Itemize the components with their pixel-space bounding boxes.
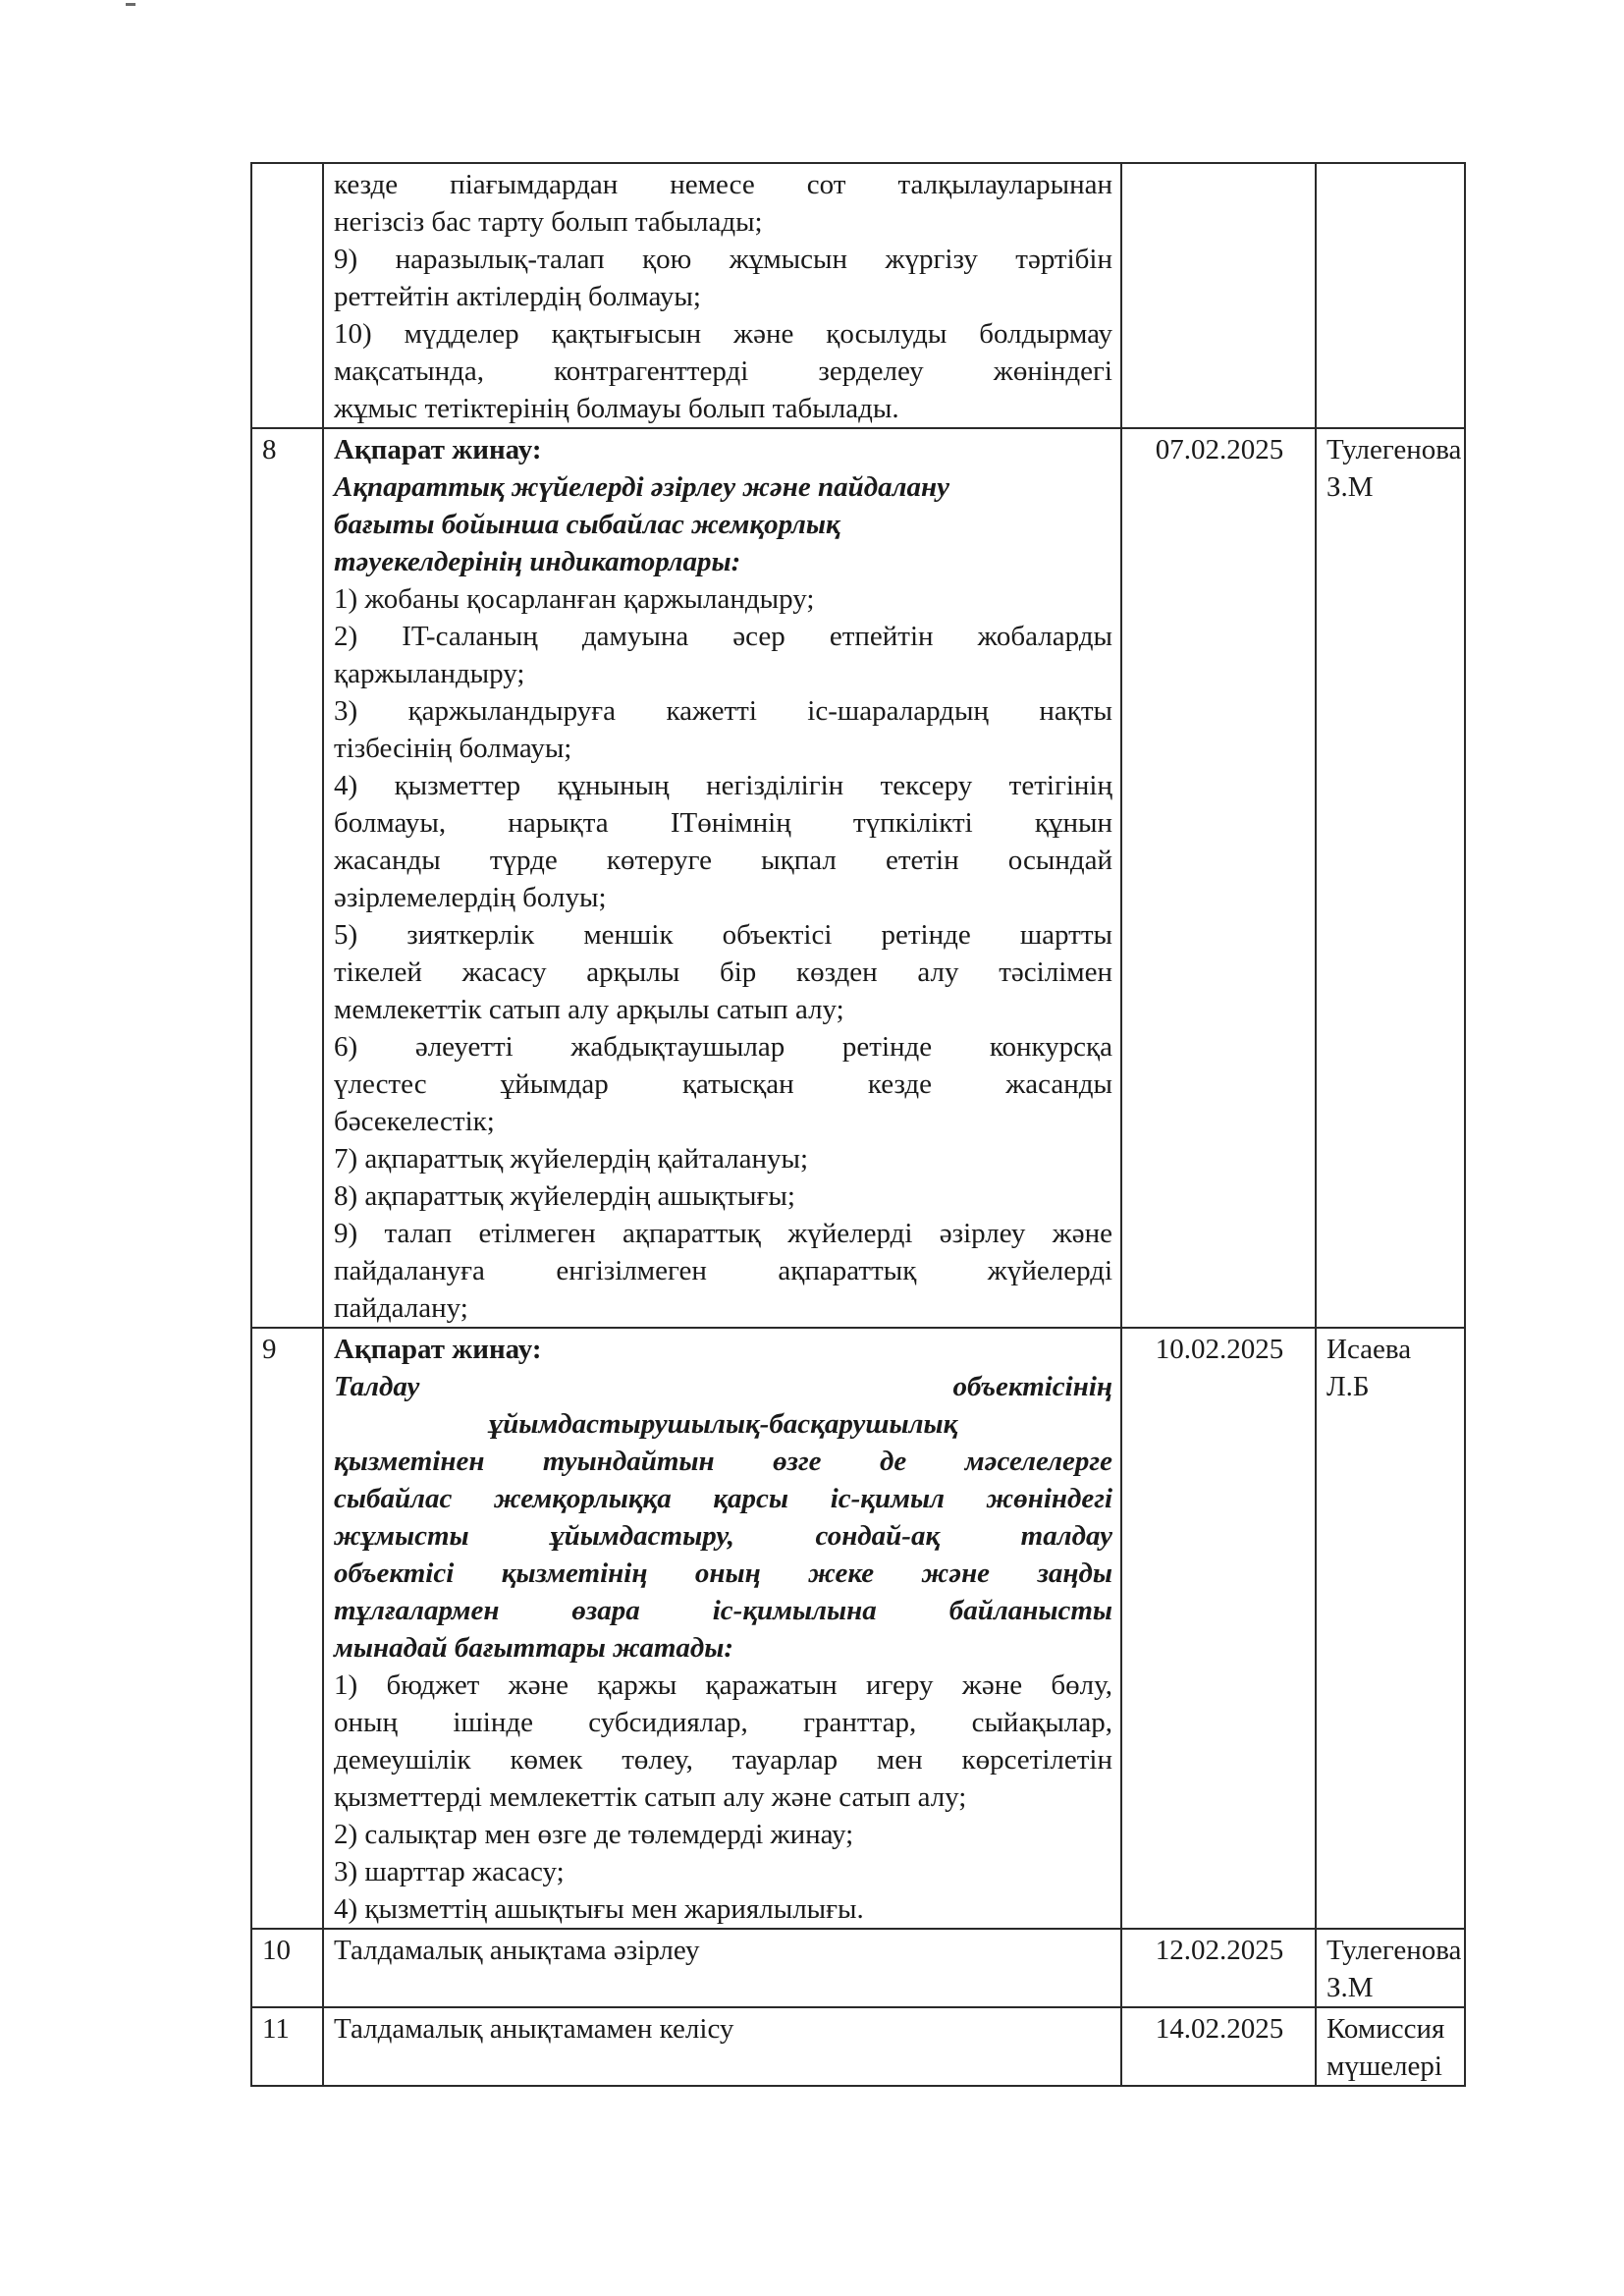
content-line: 5) зияткерлік меншік объектісі ретінде шартты bbox=[334, 919, 1112, 951]
content-line: қызметтерді мемлекеттік сатып алу және сатып алу; bbox=[334, 1781, 967, 1813]
content-line: Талдамалық анықтамамен келісу bbox=[334, 2013, 734, 2045]
content-line: 4) қызметтер құнының негізділігін тексеру тетігінің bbox=[334, 770, 1112, 801]
content-line: негізсіз бас тарту болып табылады; bbox=[334, 206, 763, 238]
row-date: 07.02.2025 bbox=[1121, 428, 1316, 1328]
row-date: 10.02.2025 bbox=[1121, 1328, 1316, 1929]
content-line: 3) шарттар жасасу; bbox=[334, 1856, 565, 1887]
content-line: 6) әлеуетті жабдықтаушылар ретінде конкурсқа bbox=[334, 1031, 1112, 1063]
row-responsible: Тулегенова З.М bbox=[1316, 428, 1465, 1328]
content-line: пайдалану; bbox=[334, 1292, 468, 1324]
content-line: тікелей жасасу арқылы бір көзден алу тәсілімен bbox=[334, 957, 1112, 988]
content-line: 9) наразылық-талап қою жұмысын жүргізу тәртібін bbox=[334, 244, 1112, 275]
row-content bbox=[323, 1328, 1121, 1929]
table-row bbox=[251, 428, 1465, 1328]
section-heading: Ақпарат жинау: bbox=[334, 1334, 542, 1365]
content-line: объектісі қызметінің оның жеке және заңды bbox=[334, 1558, 1112, 1589]
row-content bbox=[323, 163, 1121, 428]
table-row bbox=[251, 1929, 1465, 2007]
content-line: 1) жобаны қосарланған қаржыландыру; bbox=[334, 583, 815, 615]
content-line: тұлғалармен өзара іс-қимылына байланысты bbox=[334, 1595, 1112, 1626]
content-line: болмауы, нарықта ITөнімнің түпкілікті құнын bbox=[334, 807, 1112, 839]
content-line: Ақпараттық жүйелерді әзірлеу және пайдалану bbox=[334, 471, 950, 503]
content-line: 4) қызметтің ашықтығы мен жариялылығы. bbox=[334, 1893, 864, 1925]
content-line: оның ішінде субсидиялар, гранттар, сыйақылар, bbox=[334, 1707, 1112, 1738]
content-line: жұмыс тетіктерінің болмауы болып табылады. bbox=[334, 393, 899, 424]
table-row bbox=[251, 1328, 1465, 1929]
row-date bbox=[1121, 163, 1316, 428]
row-responsible: Исаева Л.Б bbox=[1316, 1328, 1465, 1929]
content-line: 7) ақпараттық жүйелердің қайталануы; bbox=[334, 1143, 809, 1175]
content-line: жұмысты ұйымдастыру, сондай-ақ талдау bbox=[334, 1520, 1112, 1552]
plan-table-body bbox=[251, 163, 1465, 2086]
row-responsible: Тулегенова З.М bbox=[1316, 1929, 1465, 2007]
content-line: мынадай бағыттары жатады: bbox=[334, 1632, 734, 1664]
content-line: ұйымдастырушылық-басқарушылық bbox=[488, 1408, 958, 1440]
content-line: 3) қаржыландыруға кажетті іс-шаралардың нақты bbox=[334, 695, 1112, 727]
content-line: Талдау объектісінің bbox=[334, 1371, 1112, 1402]
content-line: сыбайлас жемқорлыққа қарсы іс-қимыл жөніндегі bbox=[334, 1483, 1112, 1514]
content-line: 1) бюджет және қаржы қаражатын игеру және бөлу, bbox=[334, 1669, 1112, 1701]
content-line: қаржыландыру; bbox=[334, 658, 525, 689]
content-line: 8) ақпараттық жүйелердің ашықтығы; bbox=[334, 1180, 795, 1212]
content-line: кезде піағымдардан немесе сот талқылауларынан bbox=[334, 169, 1112, 200]
content-line: үлестес ұйымдар қатысқан кезде жасанды bbox=[334, 1068, 1112, 1100]
row-number bbox=[251, 163, 323, 428]
content-line: 9) талап етілмеген ақпараттық жүйелерді әзірлеу және bbox=[334, 1218, 1112, 1249]
content-line: бағыты бойынша сыбайлас жемқорлық bbox=[334, 509, 840, 540]
table-row bbox=[251, 2007, 1465, 2086]
row-content bbox=[323, 2007, 1121, 2086]
table-row bbox=[251, 163, 1465, 428]
content-line: реттейтін актілердің болмауы; bbox=[334, 281, 701, 312]
content-line: демеушілік көмек төлеу, тауарлар мен көрсетілетін bbox=[334, 1744, 1112, 1776]
content-line: бәсекелестік; bbox=[334, 1106, 495, 1137]
row-date: 14.02.2025 bbox=[1121, 2007, 1316, 2086]
row-number: 10 bbox=[251, 1929, 323, 2007]
row-responsible: Комиссия мүшелері bbox=[1316, 2007, 1465, 2086]
row-number: 11 bbox=[251, 2007, 323, 2086]
row-content bbox=[323, 1929, 1121, 2007]
content-line: қызметінен туындайтын өзге де мәселелерге bbox=[334, 1446, 1112, 1477]
row-number: 9 bbox=[251, 1328, 323, 1929]
row-content bbox=[323, 428, 1121, 1328]
row-number: 8 bbox=[251, 428, 323, 1328]
content-line: жасанды түрде көтеруге ықпал ететін осындай bbox=[334, 845, 1112, 876]
content-line: пайдалануға енгізілмеген ақпараттық жүйелерді bbox=[334, 1255, 1112, 1286]
row-responsible bbox=[1316, 163, 1465, 428]
row-date: 12.02.2025 bbox=[1121, 1929, 1316, 2007]
content-line: 2) салықтар мен өзге де төлемдерді жинау; bbox=[334, 1819, 854, 1850]
content-line: мақсатында, контрагенттерді зерделеу жөніндегі bbox=[334, 355, 1112, 387]
content-line: Талдамалық анықтама әзірлеу bbox=[334, 1935, 700, 1966]
scan-mark bbox=[126, 3, 135, 6]
content-line: 10) мүдделер қақтығысын және қосылуды болдырмау bbox=[334, 318, 1112, 350]
content-line: әзірлемелердің болуы; bbox=[334, 882, 607, 913]
section-heading: Ақпарат жинау: bbox=[334, 434, 542, 465]
content-line: 2) IT-саланың дамуына әсер етпейтін жобаларды bbox=[334, 621, 1112, 652]
content-line: тізбесінің болмауы; bbox=[334, 733, 572, 764]
content-line: тәуекелдерінің индикаторлары: bbox=[334, 546, 741, 577]
plan-table bbox=[250, 162, 1466, 2087]
content-line: мемлекеттік сатып алу арқылы сатып алу; bbox=[334, 994, 844, 1025]
